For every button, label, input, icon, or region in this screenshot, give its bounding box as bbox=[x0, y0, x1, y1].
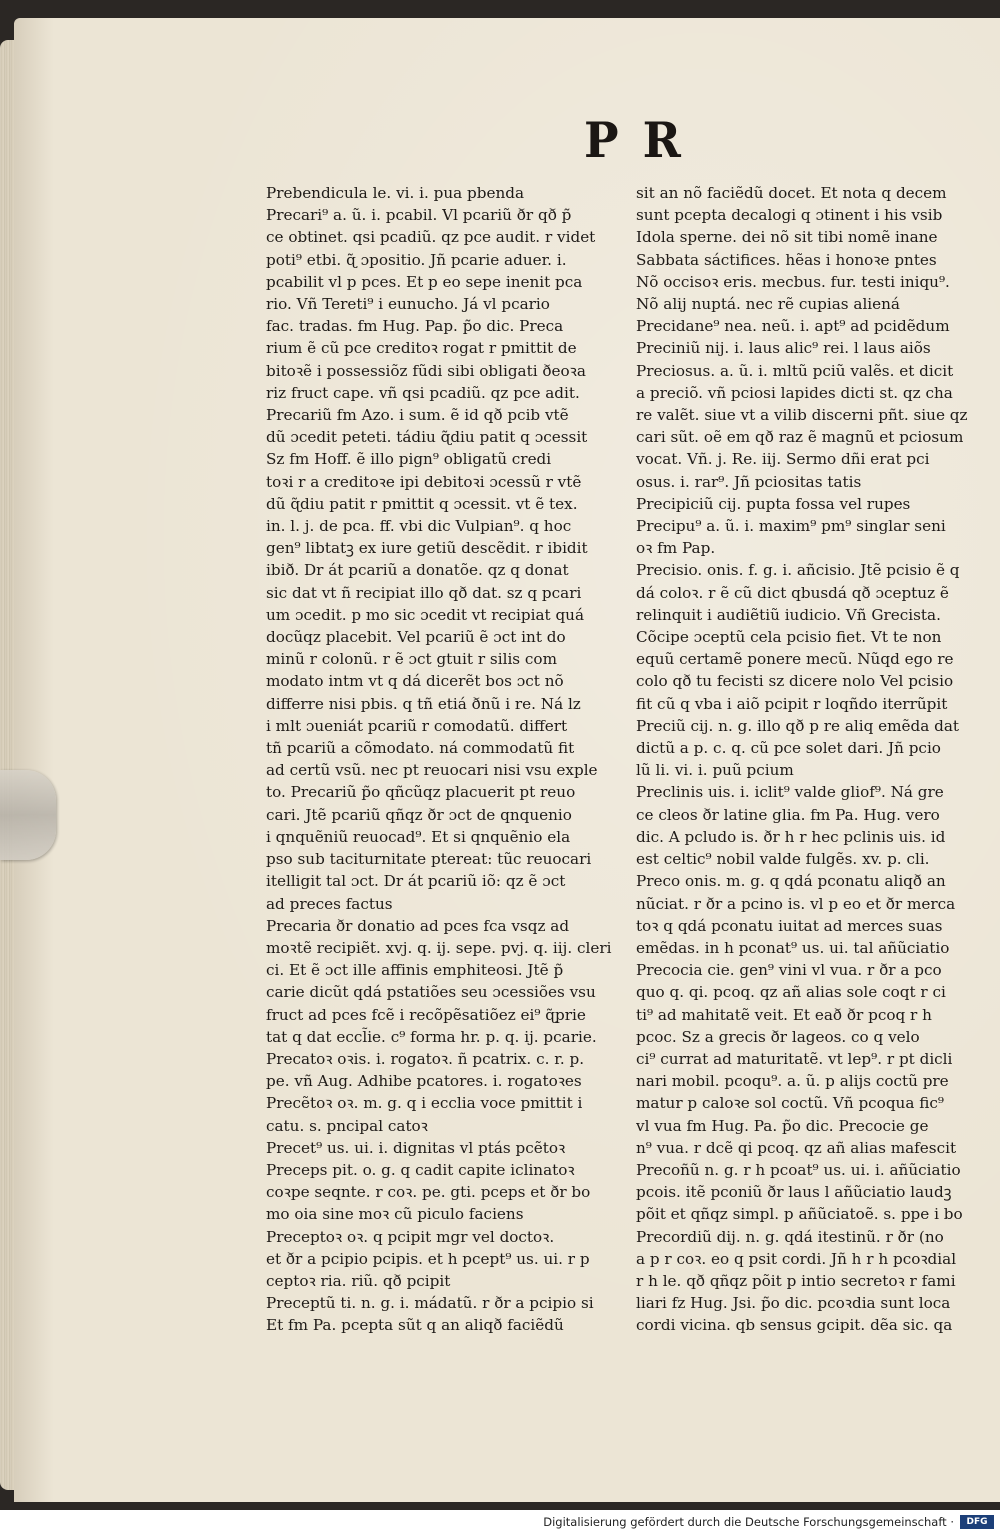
text-line: Cõcipe ɔceptũ cela pcisio fiet. Vt te non bbox=[636, 628, 942, 647]
text-line: pcois. itẽ pconiũ ðr laus l añũciatio laudꝫ bbox=[636, 1183, 952, 1202]
text-line: ci. Et ẽ ɔct ille affinis emphiteosi. Jtẽ p̃ bbox=[266, 961, 564, 980]
text-line: quo q. qi. pcoq. qz añ alias sole coqt r ci bbox=[636, 983, 946, 1002]
text-line: itelligit tal ɔct. Dr át pcariũ iõ: qz ẽ ɔct bbox=[266, 872, 566, 891]
text-line: riz fruct cape. vñ qsi pcadiũ. qz pce adit. bbox=[266, 383, 580, 402]
text-line: a p r coꝛ. eo q psit cordi. Jñ h r h pcoꝛdial bbox=[636, 1249, 957, 1268]
text-line: coꝛpe seqnte. r coꝛ. pe. gti. pceps et ðr bo bbox=[266, 1183, 591, 1202]
text-line: vl vua fm Hug. Pa. p̃o dic. Precocie ge bbox=[636, 1116, 929, 1135]
text-line: dũ ɋ̃diu patit r pmittit q ɔcessit. vt ẽ tex. bbox=[266, 494, 578, 513]
text-line: dic. A pcludo is. ðr h r hec pclinis uis. id bbox=[636, 827, 946, 846]
text-line: dá coloꝛ. r ẽ cũ dict qbusdá qð ɔceptuz ẽ bbox=[636, 583, 949, 602]
text-line: dũ ɔcedit peteti. tádiu ɋ̃diu patit q ɔcessit bbox=[266, 428, 588, 447]
text-line: vocat. Vñ. j. Re. iij. Sermo dñi erat pci bbox=[636, 450, 930, 469]
text-line: cordi vicina. qb sensus gcipit. dẽa sic. qa bbox=[636, 1316, 953, 1335]
right-text-column bbox=[636, 182, 981, 1337]
text-line: pe. vñ Aug. Adhibe pcatores. i. rogatoꝛes bbox=[266, 1072, 582, 1091]
text-line: Precatoꝛ oꝛis. i. rogatoꝛ. ñ pcatrix. c. r. p. bbox=[266, 1049, 585, 1068]
text-line: Preclinis uis. i. iclit⁹ valde gliof⁹. Ná gre bbox=[636, 783, 944, 802]
text-line: i mlt ɔueniát pcariũ r comodatũ. differt bbox=[266, 716, 568, 735]
text-line: rio. Vñ Tereti⁹ i eunucho. Já vl pcario bbox=[266, 295, 550, 314]
text-line: moꝛtẽ recipiẽt. xvj. q. ij. sepe. pvj. q. iij. cleri bbox=[266, 938, 612, 957]
text-line: in. l. j. de pca. ff. vbi dic Vulpian⁹. q hoc bbox=[266, 517, 572, 536]
text-line: cari. Jtẽ pcariũ qñqz ðr ɔct de qnquenio bbox=[266, 805, 572, 824]
text-line: Precari⁹ a. ũ. i. pcabil. Vl pcariũ ðr qð p̃ bbox=[266, 206, 572, 225]
text-line: Sz fm Hoff. ẽ illo pign⁹ obligatũ credi bbox=[266, 450, 552, 469]
text-line: ce obtinet. qsi pcadiũ. qz pce audit. r videt bbox=[266, 228, 596, 247]
text-line: Preciniũ nij. i. laus alic⁹ rei. l laus aiõs bbox=[636, 339, 931, 358]
text-line: ti⁹ ad mahitatẽ veit. Et eað ðr pcoq r h bbox=[636, 1005, 932, 1024]
text-line: carie dicũt qdá pstatiões seu ɔcessiões vsu bbox=[266, 983, 596, 1002]
book-page bbox=[14, 18, 1000, 1502]
text-line: Precariũ fm Azo. i sum. ẽ id qð pcib vtẽ bbox=[266, 406, 569, 425]
text-line: ci⁹ currat ad maturitatẽ. vt lep⁹. r pt dicli bbox=[636, 1049, 953, 1068]
text-line: Et fm Pa. pcepta sũt q an aliqð faciẽdũ bbox=[266, 1316, 564, 1335]
text-line: Nõ alij nuptá. nec rẽ cupias aliená bbox=[636, 295, 900, 314]
text-line: Nõ occisoꝛ eris. mecbus. fur. testi iniqu⁹. bbox=[636, 272, 950, 291]
text-line: n⁹ vua. r dcẽ qi pcoq. qz añ alias mafescit bbox=[636, 1138, 957, 1157]
text-line: to. Precariũ p̃o qñcũqz placuerit pt reuo bbox=[266, 783, 576, 802]
text-line: et ðr a pcipio pcipis. et h pcept⁹ us. ui. r p bbox=[266, 1249, 590, 1268]
text-line: Precidane⁹ nea. neũ. i. apt⁹ ad pcidẽdum bbox=[636, 317, 950, 336]
text-line: dictũ a p. c. q. cũ pce solet dari. Jñ pcio bbox=[636, 739, 941, 758]
text-line: Preceps pit. o. g. q cadit capite iclinatoꝛ bbox=[266, 1160, 575, 1179]
text-line: Sabbata sáctifices. hẽas i honoꝛe pntes bbox=[636, 250, 937, 269]
text-line: relinquit i audiẽtiũ iudicio. Vñ Grecista. bbox=[636, 605, 941, 624]
text-line: Precipiciũ cij. pupta fossa vel rupes bbox=[636, 494, 911, 513]
text-line: emẽdas. in h pconat⁹ us. ui. tal añũciatio bbox=[636, 938, 950, 957]
text-line: oꝛ fm Pap. bbox=[636, 539, 716, 558]
text-line: Precẽtoꝛ oꝛ. m. g. q i ecclia voce pmittit i bbox=[266, 1094, 583, 1113]
text-line: um ɔcedit. p mo sic ɔcedit vt recipiat quá bbox=[266, 605, 585, 624]
text-line: ce cleos ðr latine glia. fm Pa. Hug. vero bbox=[636, 805, 940, 824]
text-line: ceptoꝛ ria. riũ. qð pcipit bbox=[266, 1271, 451, 1290]
text-line: rium ẽ cũ pce creditoꝛ rogat r pmittit de bbox=[266, 339, 577, 358]
text-line: sunt pcepta decalogi q ɔtinent i his vsib bbox=[636, 206, 943, 225]
text-line: a preciõ. vñ pciosi lapides dicti st. qz cha bbox=[636, 383, 953, 402]
text-line: bitoꝛẽ i possessiõz fũdi sibi obligati ðeoꝛa bbox=[266, 361, 586, 380]
text-line: pcabilit vl p pces. Et p eo sepe inenit pca bbox=[266, 272, 583, 291]
text-line: poti⁹ etbi. ɋ̃ ɔpositio. Jñ pcarie aduer. i. bbox=[266, 250, 567, 269]
text-line: minũ r colonũ. r ẽ ɔct gtuit r silis com bbox=[266, 650, 557, 669]
text-line: Precoñũ n. g. r h pcoat⁹ us. ui. i. añũciatio bbox=[636, 1160, 961, 1179]
text-line: cari sũt. oẽ em qð raz ẽ magnũ et pciosum bbox=[636, 428, 964, 447]
text-line: differre nisi pbis. q tñ etiá ðnũ i re. Ná lz bbox=[266, 694, 581, 713]
text-line: Preceptũ ti. n. g. i. mádatũ. r ðr a pcipio si bbox=[266, 1294, 594, 1313]
text-line: põit et qñqz simpl. p añũciatoẽ. s. ppe i bo bbox=[636, 1205, 963, 1224]
text-line: lũ li. vi. i. puũ pcium bbox=[636, 761, 794, 780]
text-line: est celtic⁹ nobil valde fulgẽs. xv. p. cli. bbox=[636, 850, 930, 869]
text-line: Precocia cie. gen⁹ vini vl vua. r ðr a pco bbox=[636, 961, 942, 980]
text-line: fit cũ q vba i aiõ pcipit r loqñdo iterrũpit bbox=[636, 694, 948, 713]
text-line: re valẽt. siue vt a vilib discerni pñt. siue qz bbox=[636, 406, 968, 425]
text-line: matur p caloꝛe sol coctũ. Vñ pcoqua fic⁹ bbox=[636, 1094, 944, 1113]
text-line: i qnquẽniũ reuocad⁹. Et si qnquẽnio ela bbox=[266, 827, 571, 846]
text-line: osus. i. rar⁹. Jñ pciositas tatis bbox=[636, 472, 862, 491]
text-line: nũciat. r ðr a pcino is. vl p eo et ðr merca bbox=[636, 894, 956, 913]
text-line: nari mobil. pcoqu⁹. a. ũ. p alijs coctũ pre bbox=[636, 1072, 949, 1091]
text-line: Precet⁹ us. ui. i. dignitas vl ptás pcẽtoꝛ bbox=[266, 1138, 566, 1157]
text-line: tñ pcariũ a cõmodato. ná commodatũ fit bbox=[266, 739, 575, 758]
page-clip bbox=[0, 770, 56, 860]
text-line: gen⁹ libtatꝫ ex iure getiũ descẽdit. r ibidit bbox=[266, 539, 588, 558]
text-line: mo oia sine moꝛ cũ piculo faciens bbox=[266, 1205, 524, 1224]
left-text-column bbox=[266, 182, 636, 1337]
text-line: Precisio. onis. f. g. i. añcisio. Jtẽ pcisio ẽ q bbox=[636, 561, 960, 580]
text-line: fruct ad pces fcẽ i recõpẽsatiõez ei⁹ ɋ̃prie bbox=[266, 1005, 586, 1024]
text-line: equũ certamẽ ponere mecũ. Nũqd ego re bbox=[636, 650, 954, 669]
footer-bar bbox=[0, 1510, 1000, 1535]
text-line: Preco onis. m. g. q qdá pconatu aliqð an bbox=[636, 872, 946, 891]
text-line: ad certũ vsũ. nec pt reuocari nisi vsu exple bbox=[266, 761, 598, 780]
text-line: Idola sperne. dei nõ sit tibi nomẽ inane bbox=[636, 228, 938, 247]
text-line: modato intm vt q dá dicerẽt bos ɔct nõ bbox=[266, 672, 564, 691]
text-line: Precaria ðr donatio ad pces fca vsqz ad bbox=[266, 916, 570, 935]
text-line: Prebendicula le. vi. i. pua pbenda bbox=[266, 184, 525, 202]
dfg-logo: DFG bbox=[960, 1515, 994, 1529]
text-line: liari fz Hug. Jsi. p̃o dic. pcoꝛdia sunt loca bbox=[636, 1294, 951, 1313]
text-line: Preciosus. a. ũ. i. mltũ pciũ valẽs. et dicit bbox=[636, 361, 954, 380]
text-line: pso sub taciturnitate ptereat: tũc reuocari bbox=[266, 850, 592, 869]
text-line: docũqz placebit. Vel pcariũ ẽ ɔct int do bbox=[266, 628, 566, 647]
text-line: Precipu⁹ a. ũ. i. maxim⁹ pm⁹ singlar seni bbox=[636, 517, 946, 536]
text-line: Preciũ cij. n. g. illo qð p re aliq emẽda dat bbox=[636, 716, 960, 735]
page-header-letters: P R bbox=[584, 111, 685, 169]
text-line: toꝛ q qdá pconatu iuitat ad merces suas bbox=[636, 916, 943, 935]
text-line: sic dat vt ñ recipiat illo qð dat. sz q pcari bbox=[266, 583, 582, 602]
text-line: Precordiũ dij. n. g. qdá itestinũ. r ðr (no bbox=[636, 1227, 944, 1246]
text-line: ibið. Dr át pcariũ a donatõe. qz q donat bbox=[266, 561, 569, 580]
text-line: Preceptoꝛ oꝛ. q pcipit mgr vel doctoꝛ. bbox=[266, 1227, 555, 1246]
text-line: fac. tradas. fm Hug. Pap. p̃o dic. Preca bbox=[266, 317, 564, 336]
text-line: colo qð tu fecisti sz dicere nolo Vel pcisio bbox=[636, 672, 954, 691]
text-line: tat q dat eccl̃ie. c⁹ forma hr. p. q. ij. pcarie. bbox=[266, 1027, 597, 1046]
text-line: catu. s. pncipal catoꝛ bbox=[266, 1116, 428, 1135]
text-line: r h le. qð qñqz põit p intio secretoꝛ r fami bbox=[636, 1271, 956, 1290]
text-line: ad preces factus bbox=[266, 894, 393, 913]
text-line: sit an nõ faciẽdũ docet. Et nota q decem bbox=[636, 184, 947, 202]
funding-notice: Digitalisierung gefördert durch die Deutsche Forschungsgemeinschaft · bbox=[543, 1515, 954, 1529]
text-line: pcoc. Sz a grecis ðr lageos. co q velo bbox=[636, 1027, 920, 1046]
text-line: toꝛi r a creditoꝛe ipi debitoꝛi ɔcessũ r vtẽ bbox=[266, 472, 582, 491]
